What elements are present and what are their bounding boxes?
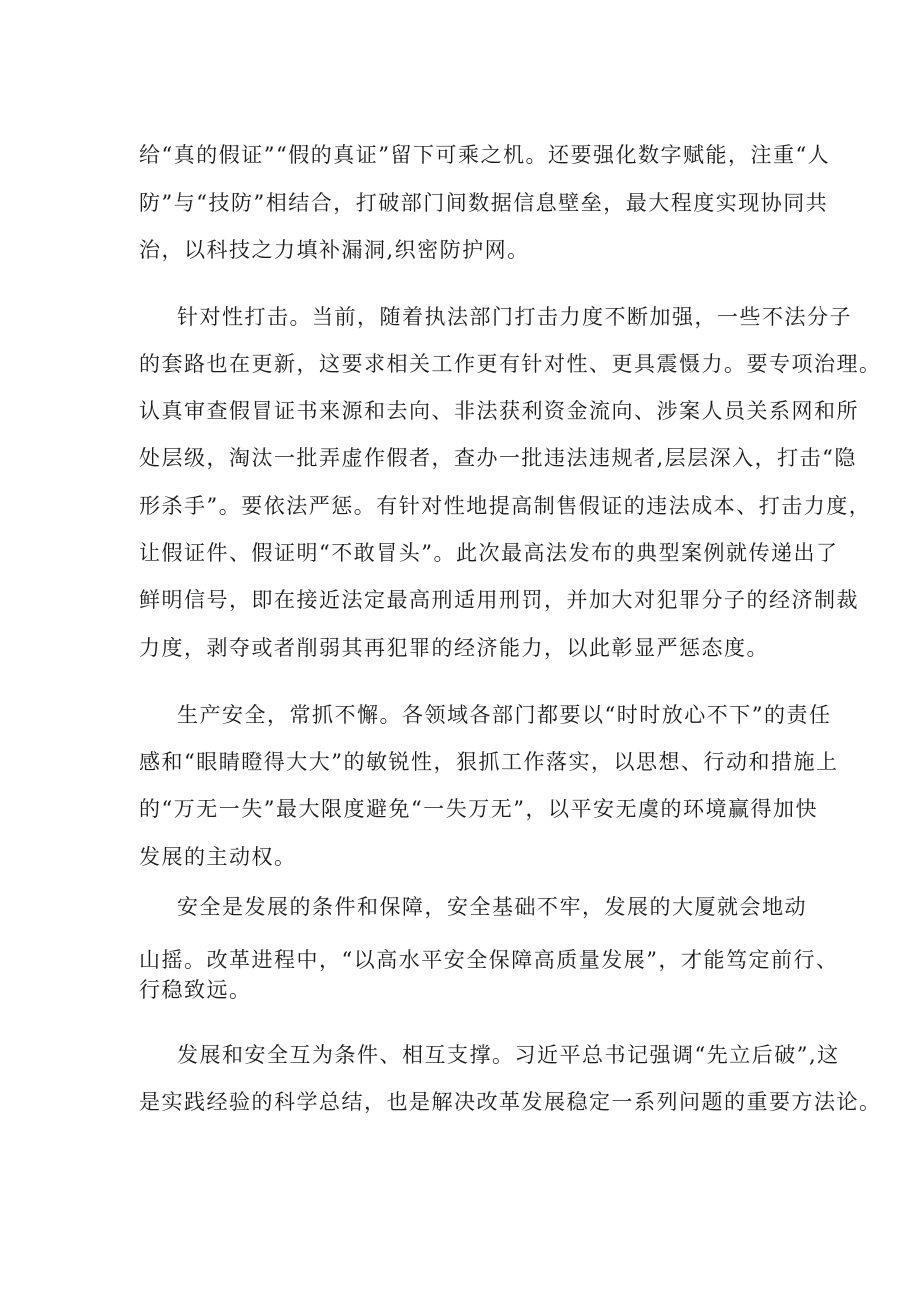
- text-line: 力度，剥夺或者削弱其再犯罪的经济能力，以此彰显严惩态度。: [139, 636, 769, 660]
- text-line: 发展和安全互为条件、相互支撑。习近平总书记强调“先立后破”,这: [177, 1043, 840, 1067]
- text-line: 针对性打击。当前，随着执法部门打击力度不断加强，一些不法分子: [177, 305, 852, 329]
- text-line: 山摇。改革进程中，“以高水平安全保障高质量发展”，才能笃定前行、: [139, 948, 839, 972]
- text-line: 发展的主动权。: [139, 845, 297, 869]
- text-line: 治，以科技之力填补漏洞,织密防护网。: [139, 238, 530, 262]
- text-line: 处层级，淘汰一批弄虚作假者，查办一批违法违规者,层层深入，打击“隐: [139, 446, 857, 470]
- text-line: 认真审查假冒证书来源和去向、非法获利资金流向、涉案人员关系网和所: [139, 399, 859, 423]
- text-line: 鲜明信号，即在接近法定最高刑适用刑罚，并加大对犯罪分子的经济制裁: [139, 588, 859, 612]
- text-line: 生产安全，常抓不懈。各领域各部门都要以“时时放心不下”的责任: [177, 703, 832, 727]
- text-line: 是实践经验的科学总结，也是解决改革发展稳定一系列问题的重要方法论。: [139, 1090, 882, 1114]
- text-line: 感和“眼睛瞪得大大”的敏锐性，狠抓工作落实，以思想、行动和措施上: [139, 750, 839, 774]
- text-line: 的套路也在更新，这要求相关工作更有针对性、更具震慑力。要专项治理。: [139, 352, 882, 376]
- text-line: 防”与“技防”相结合，打破部门间数据信息壁垒，最大程度实现协同共: [139, 191, 829, 215]
- text-line: 形杀手”。要依法严惩。有针对性地提高制售假证的违法成本、打击力度，: [139, 494, 872, 518]
- text-line: 给“真的假证”“假的真证”留下可乘之机。还要强化数字赋能，注重“人: [139, 143, 831, 167]
- text-line: 的“万无一失”最大限度避免“一失万无”，以平安无虞的环境赢得加快: [139, 797, 818, 821]
- text-line: 让假证件、假证明“不敢冒头”。此次最高法发布的典型案例就传递出了: [139, 541, 839, 565]
- text-line: 行稳致远。: [139, 978, 252, 1002]
- text-line: 安全是发展的条件和保障，安全基础不牢，发展的大厦就会地动: [177, 895, 807, 919]
